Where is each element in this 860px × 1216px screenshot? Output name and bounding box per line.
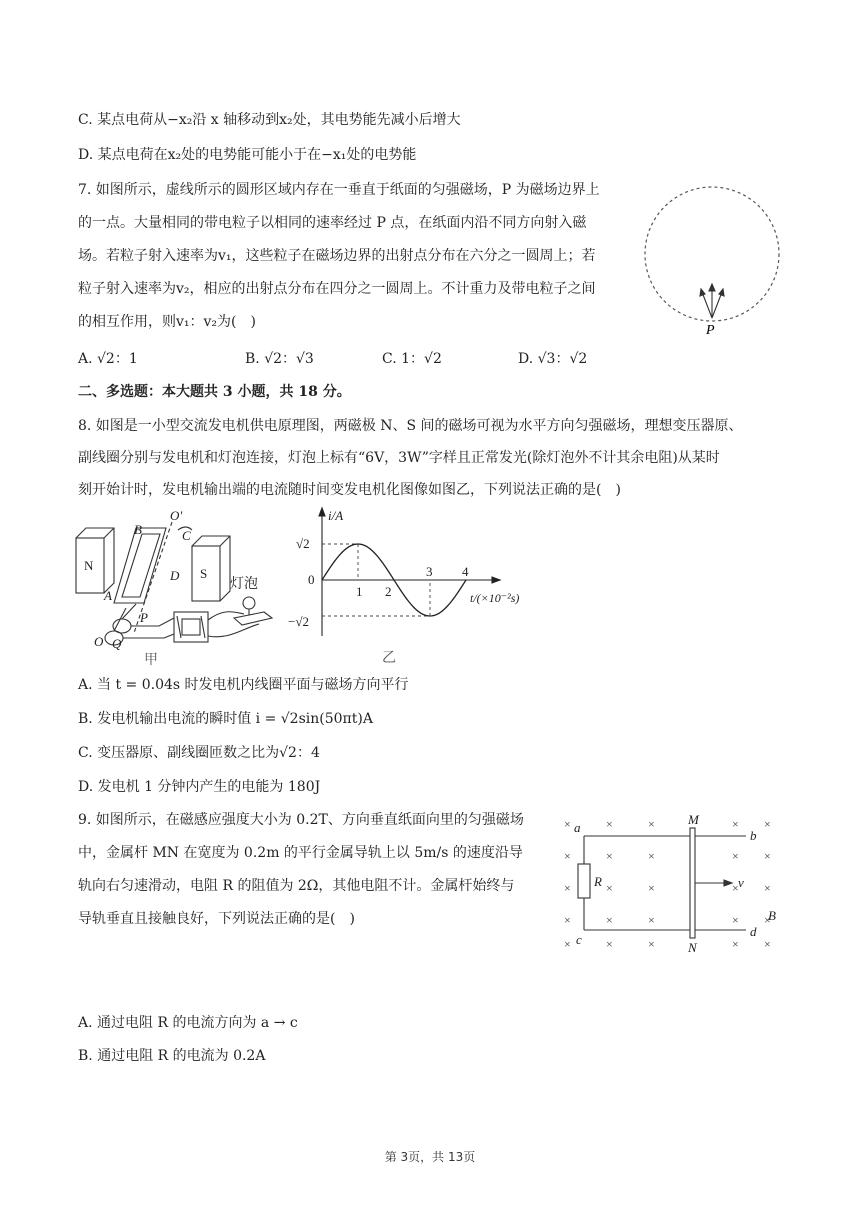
label-q: Q — [112, 636, 122, 651]
q8-option-d: D. 发电机 1 分钟内产生的电能为 180J — [78, 779, 321, 795]
label-b: B — [134, 522, 142, 537]
y-tick-bottom: −√2 — [288, 614, 309, 629]
field-cross: × — [648, 913, 655, 927]
section-heading: 二、多选题：本大题共 3 小题，共 18 分。 — [78, 384, 351, 400]
label-p: P — [140, 610, 148, 625]
label-b: b — [750, 828, 757, 843]
q8-option-c: C. 变压器原、副线圈匝数之比为√2：4 — [78, 745, 320, 761]
label-d: d — [750, 924, 757, 939]
fig-jia-caption: 甲 — [144, 653, 158, 668]
field-cross: × — [764, 937, 771, 951]
label-a: a — [574, 820, 581, 835]
field-cross: × — [606, 817, 613, 831]
q7-text-line: 的相互作用，则v₁：v₂为( ) — [78, 314, 256, 330]
label-a: A — [104, 588, 112, 603]
label-r: R — [594, 874, 602, 889]
field-cross: × — [564, 937, 571, 951]
field-cross: × — [564, 913, 571, 927]
label-bulb: 灯泡 — [230, 577, 258, 592]
q7-option-c: C. 1：√2 — [382, 351, 442, 367]
velocity-arrows — [700, 284, 724, 318]
field-cross: × — [732, 913, 739, 927]
field-cross: × — [764, 849, 771, 863]
y-axis-label: i/A — [328, 508, 344, 523]
q9-option-a: A. 通过电阻 R 的电流方向为 a → c — [78, 1015, 298, 1031]
y-tick-top: √2 — [296, 536, 310, 551]
x-tick-label: 1 — [356, 584, 363, 599]
field-cross: × — [648, 817, 655, 831]
q6-option-d: D. 某点电荷在x₂处的电势能可能小于在−x₁处的电势能 — [78, 147, 417, 163]
label-m: M — [688, 812, 699, 827]
x-tick-label: 3 — [426, 564, 433, 579]
field-cross: × — [606, 881, 613, 895]
resistor-r — [578, 864, 590, 898]
q9-text-line: 轨向右匀速滑动，电阻 R 的阻值为 2Ω，其他电阻不计。金属杆始终与 — [78, 878, 515, 894]
field-cross: × — [732, 849, 739, 863]
field-cross: × — [648, 937, 655, 951]
field-cross: × — [564, 817, 571, 831]
q9-text-line: 导轨垂直且接触良好，下列说法正确的是( ) — [78, 911, 355, 927]
field-cross: × — [732, 937, 739, 951]
field-cross: × — [606, 913, 613, 927]
q8-option-a: A. 当 t = 0.04s 时发电机内线圈平面与磁场方向平行 — [78, 677, 409, 693]
q8-text-line: 刻开始计时，发电机输出端的电流随时间变发电机化图像如图乙，下列说法正确的是( ) — [78, 482, 621, 498]
point-p-label: P — [706, 323, 715, 338]
field-cross: × — [732, 881, 739, 895]
q8-text-line: 8. 如图是一小型交流发电机供电原理图，两磁极 N、S 间的磁场可视为水平方向匀强磁场，理想变压器原、 — [78, 418, 743, 434]
label-o-prime: O′ — [170, 508, 183, 523]
y-axis-arrow — [319, 508, 325, 516]
field-cross: × — [764, 913, 771, 927]
q7-option-a: A. √2：1 — [78, 351, 138, 367]
field-cross: × — [564, 881, 571, 895]
metal-rod-mn — [690, 828, 695, 938]
q9-text-line: 中，金属杆 MN 在宽度为 0.2m 的平行金属导轨上以 5m/s 的速度沿导 — [78, 845, 523, 861]
bulb-base — [234, 612, 272, 625]
field-cross: × — [764, 881, 771, 895]
label-n: N — [84, 558, 94, 573]
origin-label: 0 — [308, 572, 315, 587]
x-tick-label: 4 — [462, 564, 469, 579]
current-time-graph — [288, 506, 562, 666]
page-footer: 第 3页，共 13页 — [384, 1150, 476, 1164]
bulb — [243, 597, 255, 609]
field-cross: × — [564, 849, 571, 863]
q9-text-line: 9. 如图所示，在磁感应强度大小为 0.2T、方向垂直纸面向里的匀强磁场 — [78, 812, 524, 828]
label-c: C — [182, 528, 191, 543]
q7-text-line: 粒子射入速率为v₂，相应的出射点分布在四分之一圆周上。不计重力及带电粒子之间 — [78, 281, 596, 297]
label-n: N — [688, 940, 697, 955]
q8-option-b: B. 发电机输出电流的瞬时值 i = √2sin(50πt)A — [78, 711, 373, 727]
label-v: v — [738, 875, 744, 890]
q6-option-c: C. 某点电荷从−x₂沿 x 轴移动到x₂处，其电势能先减小后增大 — [78, 112, 461, 128]
q7-text-line: 7. 如图所示，虚线所示的圆形区域内存在一垂直于纸面的匀强磁场，P 为磁场边界上 — [78, 182, 600, 198]
generator-figure — [74, 508, 284, 668]
q7-circle-figure — [640, 178, 790, 338]
field-cross: × — [648, 881, 655, 895]
label-field-b: B — [768, 908, 776, 923]
q8-text-line: 副线圈分别与发电机和灯泡连接，灯泡上标有“6V，3W”字样且正常发光(除灯泡外不计其余电阻)从某时 — [78, 450, 720, 466]
x-axis-arrow — [492, 577, 500, 583]
x-axis-label: t/(×10⁻²s) — [470, 591, 520, 605]
label-c: c — [576, 932, 582, 947]
q7-text-line: 的一点。大量相同的带电粒子以相同的速率经过 P 点，在纸面内沿不同方向射入磁 — [78, 215, 587, 231]
field-cross: × — [606, 937, 613, 951]
rail-circuit-figure — [556, 808, 780, 958]
q7-option-d: D. √3：√2 — [518, 351, 588, 367]
x-tick-label: 2 — [385, 584, 392, 599]
field-cross: × — [764, 817, 771, 831]
label-d: D — [170, 568, 180, 583]
field-cross: × — [648, 849, 655, 863]
q7-option-b: B. √2：√3 — [245, 351, 314, 367]
q9-option-b: B. 通过电阻 R 的电流为 0.2A — [78, 1048, 266, 1064]
label-s: S — [200, 566, 208, 581]
fig-yi-caption: 乙 — [382, 651, 396, 666]
label-o: O — [94, 634, 104, 649]
q7-text-line: 场。若粒子射入速率为v₁，这些粒子在磁场边界的出射点分布在六分之一圆周上；若 — [78, 248, 596, 264]
field-cross: × — [606, 849, 613, 863]
field-cross: × — [732, 817, 739, 831]
